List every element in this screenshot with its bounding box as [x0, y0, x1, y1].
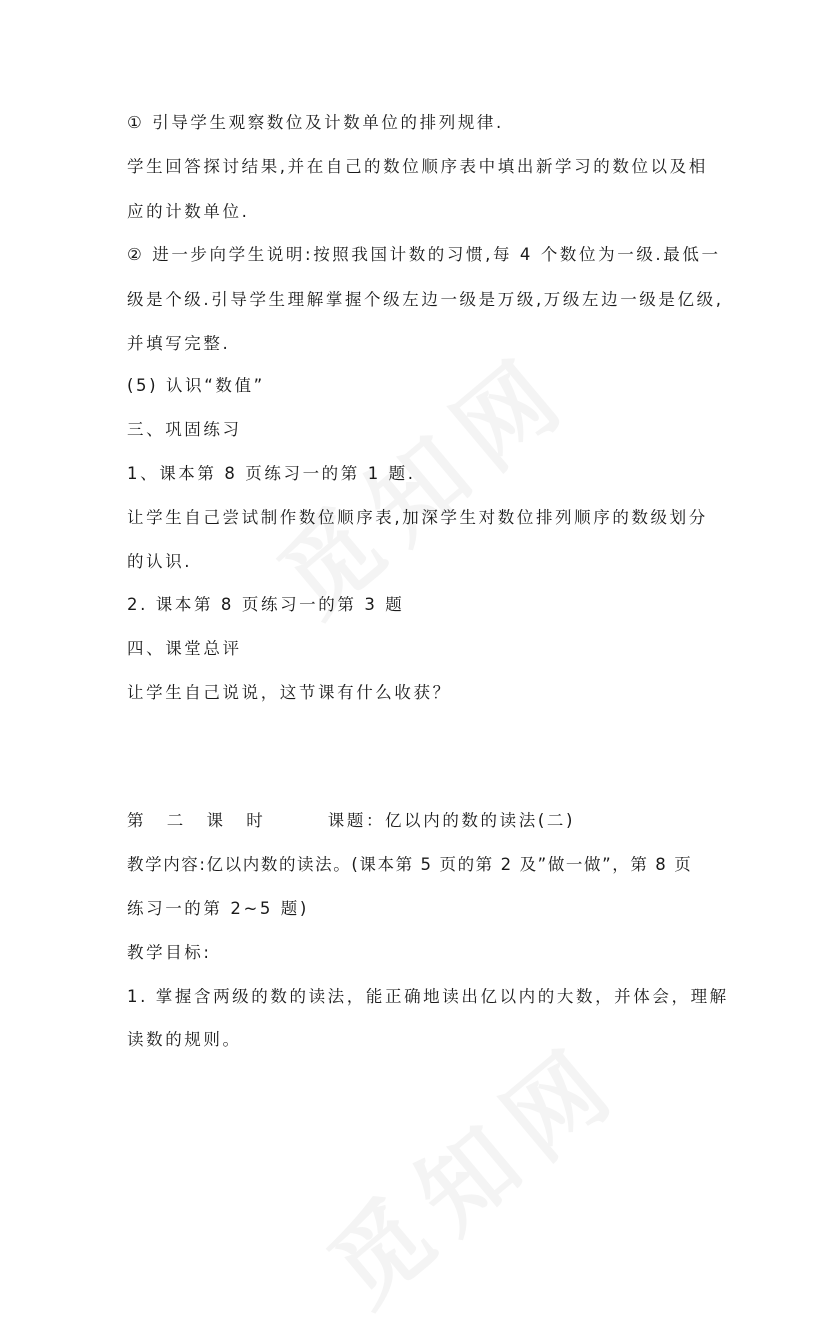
text-line: 读数的规则。 — [127, 1030, 242, 1049]
text-line: 的认识. — [127, 552, 193, 571]
text-line: 级是个级.引导学生理解掌握个级左边一级是万级,万级左边一级是亿级, — [127, 290, 724, 309]
lesson-period: 第 二 课 时 — [127, 811, 272, 830]
lesson-heading — [127, 809, 727, 833]
text-line: 教学内容:亿以内数的读法。(课本第 5 页的第 2 及”做一做”，第 8 页 — [127, 855, 693, 874]
text-line: 让学生自己说说，这节课有什么收获？ — [127, 683, 452, 702]
watermark — [296, 1006, 646, 1331]
text-line: (5) 认识“数值” — [127, 376, 265, 395]
text-line: ② 进一步向学生说明:按照我国计数的习惯,每 4 个数位为一级.最低一 — [127, 245, 721, 264]
text-line: 练习一的第 2~5 题) — [127, 899, 309, 918]
section-heading: 四、课堂总评 — [127, 639, 242, 658]
lesson-topic: 课题：亿以内的数的读法(二) — [327, 811, 576, 830]
text-line: 2. 课本第 8 页练习一的第 3 题 — [127, 595, 405, 614]
text-line: 1. 掌握含两级的数的读法，能正确地读出亿以内的大数，并体会，理解 — [127, 987, 729, 1006]
text-line: 教学目标: — [127, 943, 212, 962]
text-line: 应的计数单位. — [127, 202, 250, 221]
text-line: 学生回答探讨结果,并在自己的数位顺序表中填出新学习的数位以及相 — [127, 157, 708, 176]
text-line: 并填写完整. — [127, 334, 231, 353]
text-line: 1、课本第 8 页练习一的第 1 题. — [127, 464, 416, 483]
text-line: ① 引导学生观察数位及计数单位的排列规律. — [127, 113, 504, 132]
section-heading: 三、巩固练习 — [127, 420, 242, 439]
text-line: 让学生自己尝试制作数位顺序表,加深学生对数位排列顺序的数级划分 — [127, 508, 708, 527]
